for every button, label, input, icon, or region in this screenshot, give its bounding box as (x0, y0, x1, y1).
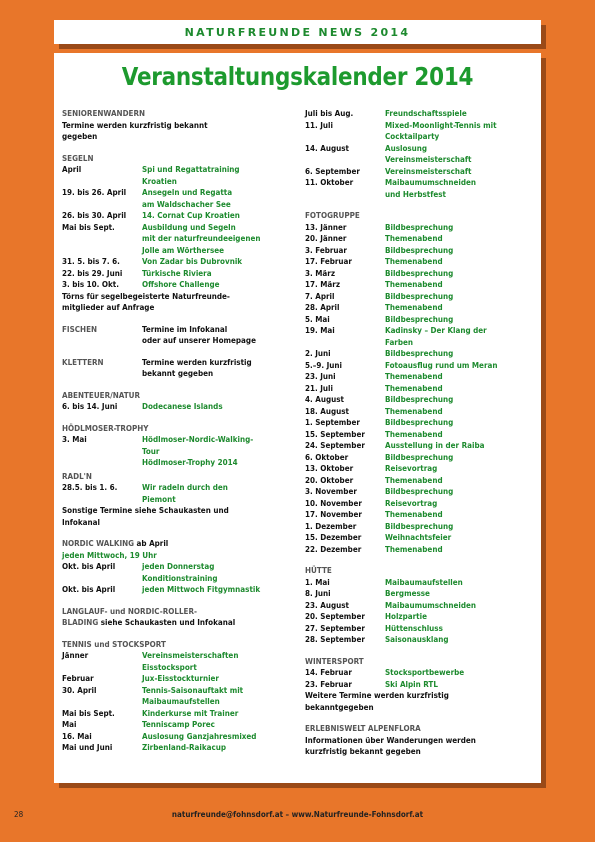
section-heading: ERLEBNISWELT ALPENFLORA (305, 724, 421, 733)
event-row (305, 383, 537, 395)
event-row (62, 482, 297, 494)
event-row (305, 417, 537, 429)
event-row (305, 268, 537, 280)
event-row (305, 577, 537, 589)
event-date: 24. September (305, 441, 365, 450)
section-heading: SENIORENWANDERN (62, 109, 146, 118)
event-date: 1. Mai (305, 577, 330, 587)
event-row (62, 176, 297, 188)
event-row (62, 335, 297, 347)
event-name: Stocksportbewerbe (385, 668, 465, 677)
event-date (305, 189, 385, 201)
section-heading: LANGLAUF- und NORDIC-ROLLER- (62, 606, 197, 616)
event-date (62, 368, 142, 380)
event-row (305, 486, 537, 498)
event-name: Cocktailparty (385, 132, 440, 141)
event-row (305, 600, 537, 612)
event-row (62, 731, 297, 743)
event-row (305, 394, 537, 406)
event-date: 1. Dezember (305, 521, 357, 531)
event-name: Maibaumaufstellen (142, 697, 220, 706)
event-name: Eisstocksport (142, 662, 197, 672)
event-date (62, 199, 142, 211)
event-date: 20. Jänner (305, 234, 347, 243)
event-date: 31. 5. bis 7. 6. (62, 257, 120, 266)
event-name: Termine im Infokanal (142, 324, 228, 334)
event-name: Konditionstraining (142, 573, 218, 583)
event-row (305, 348, 537, 360)
event-date: 5.–9. Juni (305, 360, 342, 370)
event-date: 28. April (305, 303, 340, 312)
event-name: Ansegeln und Regatta (142, 188, 233, 197)
section-heading: HÖDLMOSER-TROPHY (62, 423, 149, 433)
event-row (62, 210, 297, 222)
note-text: mitglieder auf Anfrage (62, 303, 155, 312)
event-name: jeden Mittwoch Fitgymnastik (142, 585, 261, 594)
event-name: Themenabend (385, 303, 443, 312)
event-name: Ausbildung und Segeln (142, 222, 236, 232)
page-number: 28 (14, 810, 24, 819)
event-row (305, 337, 537, 349)
event-name: Bildbesprechung (385, 487, 454, 496)
event-row (305, 634, 537, 646)
event-date: 6. Oktober (305, 452, 349, 462)
note-text: Törns für segelbegeisterte Naturfreunde- (62, 291, 230, 301)
event-date: 3. März (305, 268, 336, 278)
event-row (62, 222, 297, 234)
event-name: Bildbesprechung (385, 268, 454, 278)
event-name: Türkische Riviera (142, 268, 212, 278)
section-heading-row (62, 357, 297, 369)
section-heading: NORDIC WALKING (62, 539, 135, 548)
section-heading: RADL'N (62, 471, 92, 481)
event-date: 13. Jänner (305, 222, 347, 232)
section-heading: FISCHEN (62, 324, 98, 334)
calendar-panel (54, 53, 541, 783)
event-name: Ausstellung in der Raiba (385, 441, 485, 450)
event-row (62, 708, 297, 720)
event-date (62, 233, 142, 245)
event-date: Jänner (62, 651, 89, 660)
event-date: 11. Oktober (305, 178, 354, 187)
event-name: Zirbenland-Raikacup (142, 743, 227, 752)
event-row (305, 177, 537, 189)
event-row (62, 164, 297, 176)
event-name: Spi und Regattatraining (142, 165, 240, 174)
event-name: Offshore Challenge (142, 280, 220, 289)
event-name: Themenabend (385, 429, 443, 439)
event-date: 28. September (305, 635, 365, 644)
note-text: siehe Schaukasten und Infokanal (98, 618, 236, 627)
event-row (62, 256, 297, 268)
event-name: Vereinsmeisterschaften (142, 651, 239, 660)
section-heading: KLETTERN (62, 357, 104, 367)
event-name: Hödlmoser-Trophy 2014 (142, 458, 238, 467)
event-row (305, 440, 537, 452)
event-date: 15. Dezember (305, 533, 362, 542)
event-date: 11. Juli (305, 120, 333, 130)
event-date: 23. Februar (305, 679, 352, 689)
event-date: 6. bis 14. Juni (62, 402, 118, 411)
event-row (305, 667, 537, 679)
event-name: Bildbesprechung (385, 222, 454, 232)
event-name: Bildbesprechung (385, 452, 454, 462)
event-name: Hödlmoser-Nordic-Walking- (142, 435, 254, 444)
event-row (305, 302, 537, 314)
event-name: Kadinsky – Der Klang der (385, 326, 487, 335)
event-name: Wir radeln durch den (142, 483, 228, 492)
event-name: Termine werden kurzfristig (142, 357, 252, 367)
event-row (305, 279, 537, 291)
event-date: 28.5. bis 1. 6. (62, 483, 118, 492)
event-name: Vereinsmeisterschaft (385, 166, 472, 176)
event-name: Themenabend (385, 475, 443, 485)
event-name: mit der naturfreundeeigenen (142, 234, 261, 243)
event-name: jeden Donnerstag (142, 562, 215, 571)
event-date: 21. Juli (305, 383, 333, 393)
event-date: Okt. bis April (62, 585, 116, 594)
event-date: 1. September (305, 418, 360, 427)
event-date: 20. Oktober (305, 475, 354, 485)
event-name: Auslosung (385, 143, 428, 153)
event-date (62, 446, 142, 458)
event-name: Reisevortrag (385, 464, 438, 473)
event-row (62, 573, 297, 585)
event-name: Weihnachtsfeier (385, 533, 452, 542)
event-row (62, 673, 297, 685)
event-row (305, 475, 537, 487)
event-row (305, 360, 537, 372)
event-name: Von Zadar bis Dubrovnik (142, 257, 243, 266)
event-date (62, 457, 142, 469)
event-date (305, 154, 385, 166)
event-name: Themenabend (385, 257, 443, 266)
event-date (62, 573, 142, 585)
event-date (62, 494, 142, 506)
event-row (305, 143, 537, 155)
note-text: ab April (134, 539, 169, 548)
event-date: Juli bis Aug. (305, 109, 354, 118)
section-heading-row (62, 538, 297, 550)
event-name: Dodecanese Islands (142, 402, 223, 411)
event-row (62, 719, 297, 731)
event-row (62, 187, 297, 199)
event-name: und Herbstfest (385, 189, 446, 199)
event-row (305, 532, 537, 544)
event-name: Maibaumumschneiden (385, 178, 477, 187)
event-name: Bildbesprechung (385, 291, 454, 301)
event-row (305, 222, 537, 234)
event-name: Freundschaftsspiele (385, 109, 467, 118)
event-date (305, 131, 385, 143)
event-date: 20. September (305, 612, 365, 621)
event-name: Tenniscamp Porec (142, 720, 215, 729)
event-name: Bildbesprechung (385, 418, 454, 427)
note-text: Weitere Termine werden kurzfristig (305, 691, 449, 700)
event-row (62, 494, 297, 506)
event-name: Saisonausklang (385, 635, 449, 644)
event-row (305, 452, 537, 464)
event-row (305, 325, 537, 337)
event-name: Fotoausflug rund um Meran (385, 360, 498, 370)
event-name: Farben (385, 337, 414, 347)
note-text: Termine werden kurzfristig bekannt (62, 120, 208, 130)
event-name: Holzpartie (385, 612, 427, 621)
event-row (305, 371, 537, 383)
event-row (305, 406, 537, 418)
event-date: 26. bis 30. April (62, 211, 127, 220)
event-date: 5. Mai (305, 314, 330, 324)
event-name: Themenabend (385, 234, 443, 243)
section-heading: HÜTTE (305, 566, 332, 575)
event-row (62, 561, 297, 573)
event-row (62, 279, 297, 291)
event-name: am Waldschacher See (142, 199, 231, 209)
event-date: 14. Februar (305, 668, 352, 677)
event-date: 8. Juni (305, 589, 331, 598)
event-row (305, 611, 537, 623)
event-row (305, 544, 537, 556)
note-text: Informationen über Wanderungen werden (305, 735, 476, 745)
event-row (62, 401, 297, 413)
event-row (305, 509, 537, 521)
newsletter-header (54, 20, 541, 44)
event-row (305, 245, 537, 257)
section-heading: ABENTEUER/NATUR (62, 390, 141, 400)
event-row (305, 521, 537, 533)
event-date: 17. März (305, 280, 341, 289)
event-date: 3. Mai (62, 435, 87, 444)
event-date: 3. November (305, 487, 357, 496)
event-row (305, 189, 537, 201)
event-date: 30. April (62, 685, 97, 695)
event-date: 27. September (305, 623, 365, 633)
event-row (305, 120, 537, 132)
event-row (62, 245, 297, 257)
footer-contact: naturfreunde@fohnsdorf.at – www.Naturfreunde-Fohnsdorf.at (171, 810, 424, 819)
page-title: Veranstaltungskalender 2014 (121, 62, 474, 91)
event-name: Jux-Eisstockturnier (142, 674, 219, 683)
event-date: 16. Mai (62, 731, 92, 741)
event-row (305, 463, 537, 475)
event-name: Bildbesprechung (385, 521, 454, 531)
event-date: April (62, 165, 82, 174)
event-date: 4. August (305, 395, 344, 404)
event-name: Themenabend (385, 383, 443, 393)
event-date (62, 662, 142, 674)
event-name: Tour (142, 446, 160, 456)
event-row (305, 429, 537, 441)
event-row (305, 679, 537, 691)
event-row (62, 434, 297, 446)
event-row (305, 314, 537, 326)
event-date: 15. September (305, 429, 365, 439)
event-row (305, 291, 537, 303)
event-row (305, 498, 537, 510)
event-name: Maibaumumschneiden (385, 600, 477, 610)
right-column (305, 108, 537, 758)
event-name: Themenabend (385, 544, 443, 554)
event-date: 10. November (305, 498, 362, 508)
event-row (62, 742, 297, 754)
event-date: 17. Februar (305, 257, 352, 266)
event-name: Mixed-Moonlight-Tennis mit (385, 120, 497, 130)
event-name: Bildbesprechung (385, 314, 454, 324)
event-date: 7. April (305, 291, 335, 301)
event-date: 2. Juni (305, 349, 331, 358)
event-row (62, 199, 297, 211)
note-text: gegeben (62, 132, 98, 141)
event-date: 22. bis 29. Juni (62, 268, 123, 278)
event-name: Vereinsmeisterschaft (385, 155, 472, 164)
event-row (305, 233, 537, 245)
event-date: Mai (62, 720, 77, 729)
section-heading: BLADING (62, 618, 99, 627)
note-text: bekanntgegeben (305, 702, 374, 712)
event-name: Kinderkurse mit Trainer (142, 708, 239, 718)
event-row (305, 256, 537, 268)
event-row (305, 154, 537, 166)
note-text: Sonstige Termine siehe Schaukasten und (62, 506, 229, 515)
section-heading: WINTERSPORT (305, 656, 364, 666)
event-name: bekannt gegeben (142, 369, 214, 378)
note-text: kurzfristig bekannt gegeben (305, 747, 421, 756)
event-row (62, 268, 297, 280)
event-date: Mai bis Sept. (62, 222, 115, 232)
section-heading-row (62, 324, 297, 336)
event-row (62, 650, 297, 662)
event-row (62, 685, 297, 697)
event-row (62, 368, 297, 380)
section-heading: TENNIS und STOCKSPORT (62, 639, 166, 649)
event-row (62, 457, 297, 469)
event-row (62, 662, 297, 674)
event-name: Piemont (142, 494, 176, 504)
event-date: Mai und Juni (62, 743, 113, 752)
event-date (62, 245, 142, 257)
event-name: Bergmesse (385, 589, 430, 598)
event-name: Bildbesprechung (385, 245, 454, 255)
event-name: Bildbesprechung (385, 395, 454, 404)
event-name: Themenabend (385, 372, 443, 381)
event-date: 14. August (305, 143, 349, 153)
section-heading: SEGELN (62, 153, 94, 163)
event-date: 23. Juni (305, 372, 336, 381)
event-date: 23. August (305, 600, 349, 610)
newsletter-header-text: NATURFREUNDE NEWS 2014 (184, 25, 411, 39)
event-row (305, 588, 537, 600)
event-name: Themenabend (385, 280, 443, 289)
left-column (62, 108, 297, 754)
event-row (62, 584, 297, 596)
event-date: 13. Oktober (305, 464, 354, 473)
event-name: oder auf unserer Homepage (142, 336, 256, 345)
event-name: Bildbesprechung (385, 349, 454, 358)
event-name: 14. Cornat Cup Kroatien (142, 211, 240, 220)
event-date: 19. bis 26. April (62, 188, 127, 197)
event-row (62, 446, 297, 458)
event-date (62, 176, 142, 188)
event-row (62, 233, 297, 245)
event-name: Auslosung Ganzjahresmixed (142, 731, 257, 741)
event-row (305, 623, 537, 635)
event-date: 17. November (305, 510, 362, 519)
event-date (62, 335, 142, 347)
event-name: Kroatien (142, 176, 177, 186)
event-text: jeden Mittwoch, 19 Uhr (62, 550, 157, 560)
event-name: Themenabend (385, 510, 443, 519)
event-date: 22. Dezember (305, 544, 362, 554)
section-heading: FOTOGRUPPE (305, 211, 360, 220)
event-name: Jolle am Wörthersee (142, 245, 224, 255)
section-heading-row (62, 617, 297, 629)
event-date: 3. bis 10. Okt. (62, 280, 119, 289)
event-name: Themenabend (385, 406, 443, 416)
event-date: 18. August (305, 406, 349, 416)
event-name: Hüttenschluss (385, 623, 443, 633)
event-date: Februar (62, 674, 94, 683)
event-date: 19. Mai (305, 326, 335, 335)
event-name: Maibaumaufstellen (385, 577, 463, 587)
event-row (305, 108, 537, 120)
note-text: Infokanal (62, 517, 100, 527)
event-row (305, 131, 537, 143)
event-name: Reisevortrag (385, 498, 438, 508)
event-date: Mai bis Sept. (62, 708, 115, 718)
event-date (305, 337, 385, 349)
event-name: Tennis-Saisonauftakt mit (142, 685, 244, 695)
event-date: Okt. bis April (62, 562, 116, 571)
event-date (62, 696, 142, 708)
event-date: 6. September (305, 166, 360, 176)
event-name: Ski Alpin RTL (385, 679, 438, 689)
event-date: 3. Februar (305, 245, 347, 255)
event-row (62, 696, 297, 708)
event-row (305, 166, 537, 178)
